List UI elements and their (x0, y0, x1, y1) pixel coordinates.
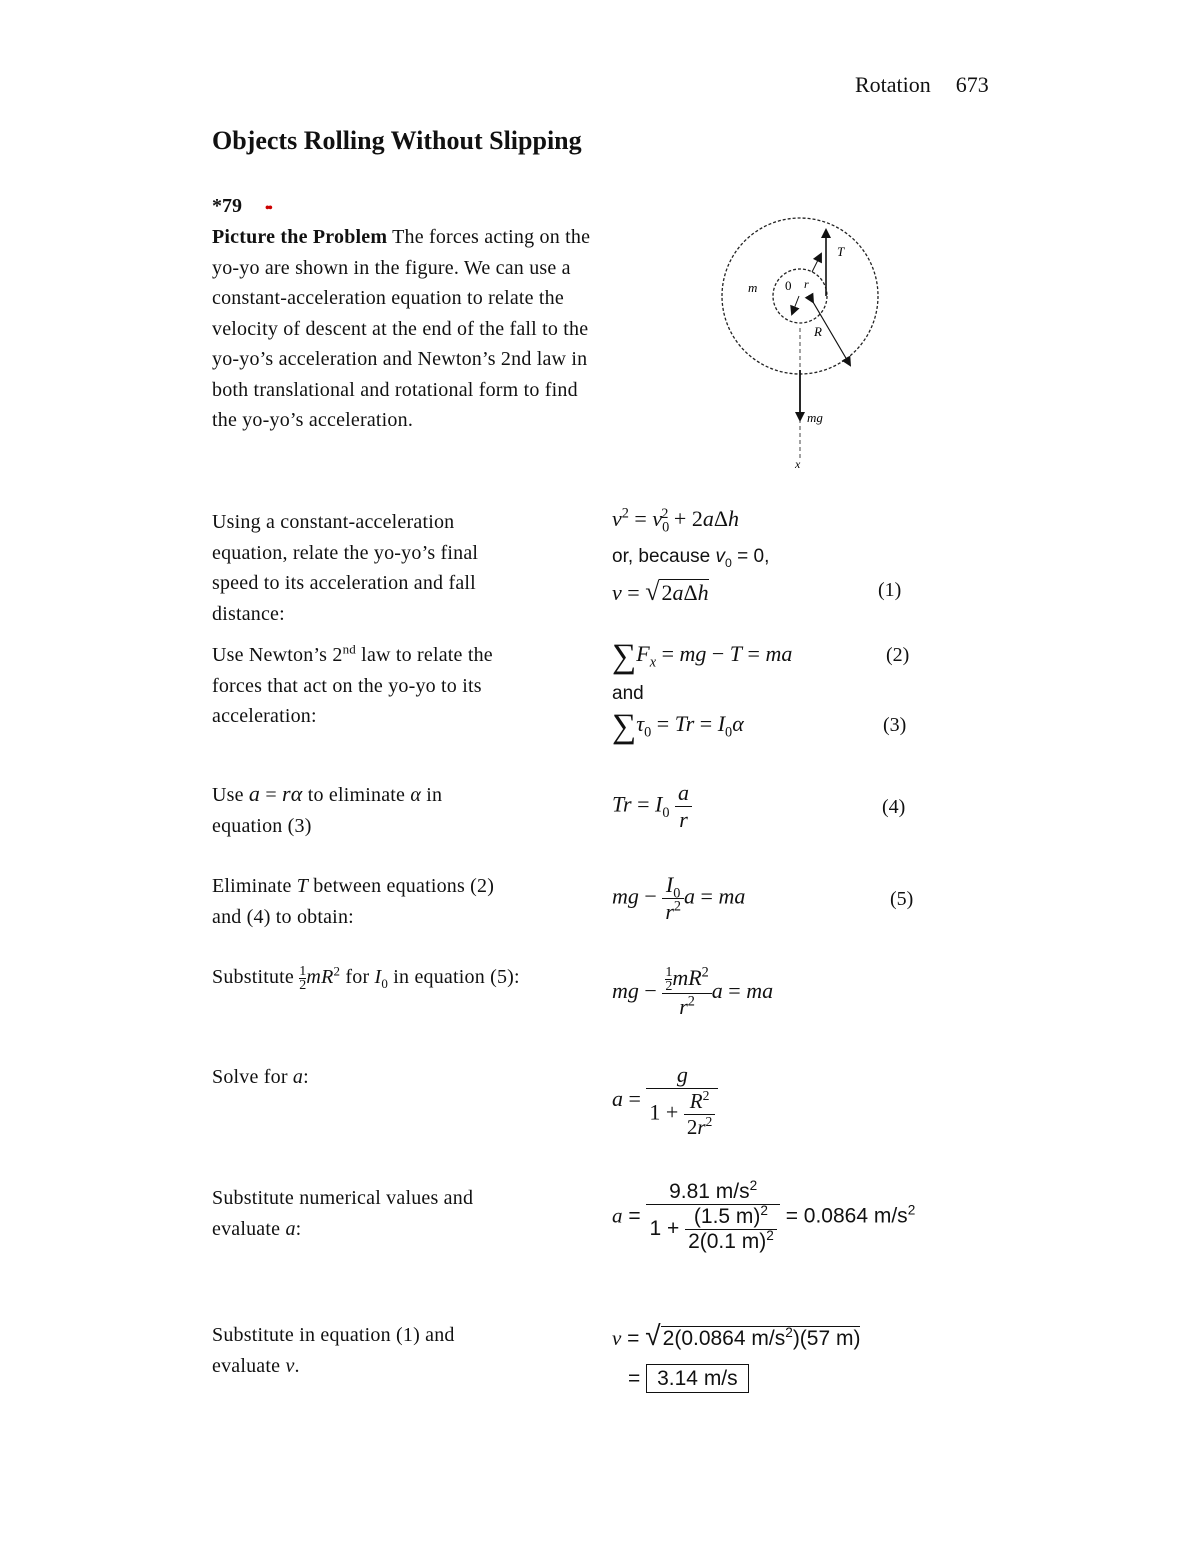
eqno-4: (4) (882, 796, 906, 818)
r-arrow (812, 254, 821, 272)
s5-a: Substitute (212, 966, 295, 988)
s2-b: law to relate the forces that act on the yo-yo to its acceleration: (212, 644, 493, 727)
s3-c: in equation (3) (212, 784, 443, 837)
picture-label: Picture the Problem (212, 226, 388, 248)
s8-radicand: 2(0.0864 m/s (662, 1327, 786, 1350)
s2-sup: nd (342, 641, 356, 657)
mass-label: m (748, 280, 758, 295)
origin-label: 0 (785, 278, 792, 293)
s7-term2: 2(0.1 m) (688, 1230, 767, 1253)
step-7-text: Substitute numerical values and evaluate a: (212, 1187, 474, 1240)
eq-2: $\sum F_x$ = mg − T = ma (612, 638, 793, 675)
step-2-text (212, 640, 522, 732)
eqno-5: (5) (890, 888, 914, 910)
eq-9: v = √2(0.0864 $m/s^2)(57$ m) (612, 1320, 861, 1351)
r-label: r (804, 277, 809, 291)
difficulty-dots: •• (265, 201, 271, 216)
picture-text: The forces acting on the yo-yo are shown in the figure. We can use a constant-acceleration equation to relate the velocity of descent at the end of the fall to the yo-yo’s acceleration and Newton’s 2nd law in both translational and rotational form to find the yo-yo’s acceleration. (212, 226, 591, 431)
s7-a: Substitute numerical values and evaluate (212, 1187, 474, 1240)
s4-b: between equations (2) and (4) to obtain: (212, 875, 495, 928)
eq-or-because: or, because $v_0 = 0$, (612, 546, 770, 570)
yo-yo-figure (700, 210, 900, 475)
s8-a: Substitute in equation (1) and evaluate (212, 1324, 455, 1377)
R-label: R (814, 324, 822, 339)
s7-result: = 0.0864 m/s (785, 1204, 908, 1228)
T-label: T (837, 244, 845, 259)
x-label: x (795, 457, 801, 471)
s7-term1: (1.5 m) (693, 1205, 761, 1228)
s5-c: in equation (5): (393, 966, 520, 988)
section-title: Objects Rolling Without Slipping (212, 126, 582, 155)
s4-a: Eliminate (212, 875, 292, 897)
eq-6: mg − $\frac{1}{2}$ $mR^2$ $r^2$ a = ma (612, 964, 774, 1020)
s5-b: for (345, 966, 370, 988)
s6-a: Solve for (212, 1066, 288, 1088)
step-1-text: Using a constant-acceleration equation, relate the yo-yo’s final speed to its acceleration and fall distance: (212, 511, 479, 625)
eq-kinematics: $v^2 = v_0^2 + 2a\Delta h$ (612, 505, 739, 536)
eq-10: = 3.14 m/s (628, 1367, 749, 1391)
eq-5: mg − $\frac{I_0}{r^2}$ a = ma (612, 872, 746, 924)
eq-4: $Tr = I_0$ $\frac{a}{r}$ (612, 780, 692, 833)
inner-axle (773, 269, 827, 323)
s2-a: Use Newton’s 2 (212, 644, 343, 666)
weight-label: mg (807, 410, 823, 425)
picture-the-problem (212, 222, 592, 436)
step-5-text: Substitute $\frac{1}{2}$ $mR^2$ for $I_0$ in equation (5): (212, 963, 520, 993)
eqno-3: (3) (883, 714, 907, 736)
running-header (855, 72, 989, 98)
step-3-text: Use a = rα to eliminate α in equation (3) (212, 781, 443, 837)
header-section: Rotation (855, 72, 931, 97)
or-because-text: or, because (612, 546, 711, 567)
final-answer-box: 3.14 m/s (646, 1364, 749, 1393)
eq-7: a = g 1 + $\frac{R^2}{2r^2}$ (612, 1062, 718, 1140)
eq-3: $\sum\tau_0 = Tr = I_0\alpha$ (612, 708, 744, 745)
eqno-2: (2) (886, 644, 910, 666)
problem-number (212, 195, 271, 218)
header-page-number: 673 (955, 72, 989, 97)
s7-numerator: 9.81 m/s (669, 1180, 750, 1203)
step-8-text: Substitute in equation (1) and evaluate v. (212, 1324, 455, 1377)
s3-b: to eliminate (307, 784, 406, 806)
eqno-1: (1) (878, 579, 902, 601)
problem-number-text: *79 (212, 195, 242, 217)
eq-1: v = √2aΔh (612, 577, 709, 606)
s3-a: Use (212, 784, 244, 806)
and-text: and (612, 683, 644, 704)
s8-radicand-b: )(57 m) (792, 1327, 861, 1350)
step-6-text: Solve for a: (212, 1066, 309, 1088)
step-4-text: Eliminate T between equations (2) and (4) to obtain: (212, 875, 495, 928)
eq-8: a = 9.81 $m/s^2$ 1 + $\frac{(1.5 m)^2}{2(0.1 m)^2}$ = 0.0864 $m/s^2$ (612, 1178, 916, 1253)
radius-arrow (792, 296, 799, 314)
